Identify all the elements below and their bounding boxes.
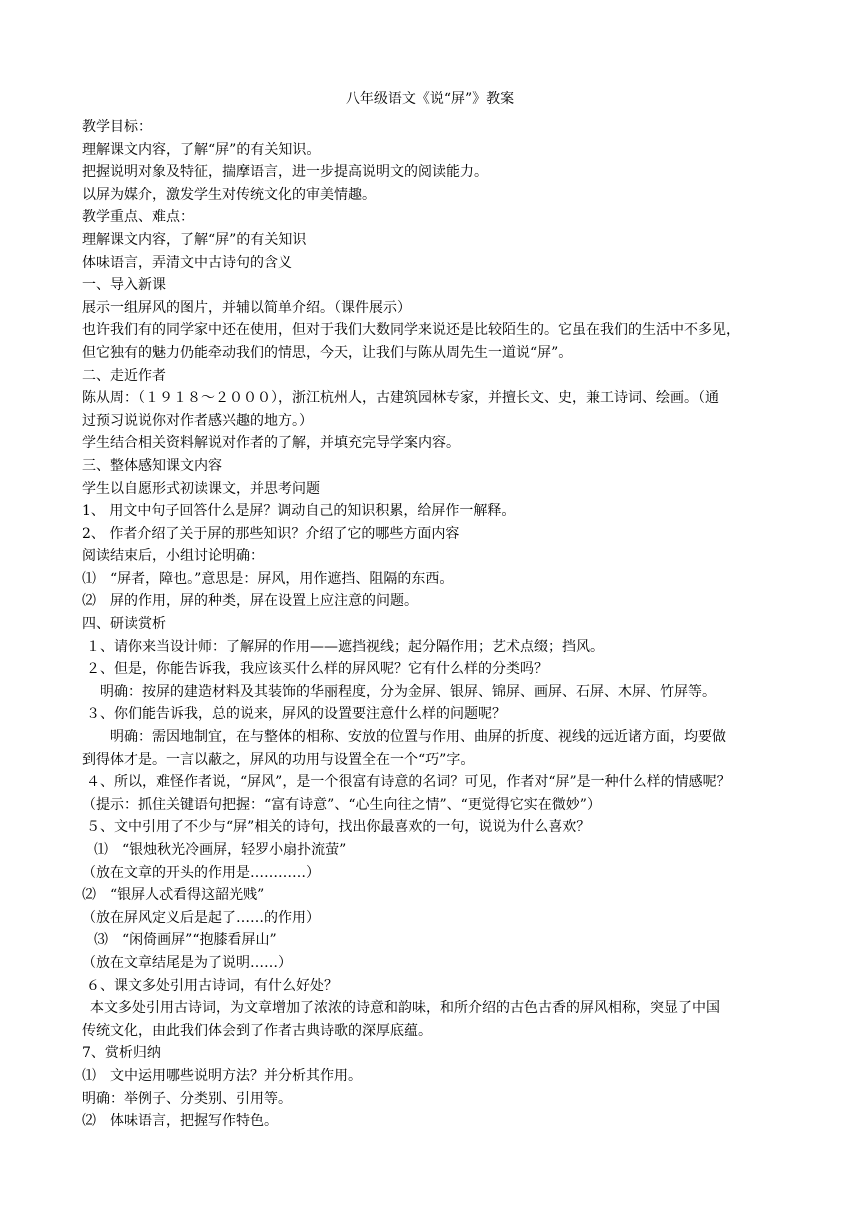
document-title: 八年级语文《说“屏”》教案 bbox=[345, 91, 515, 107]
poem-line: ⑵ “银屏人忒看得这韶光贱” bbox=[82, 887, 265, 904]
paragraph-line: 过预习说说你对作者感兴趣的地方。） bbox=[82, 412, 313, 429]
list-item: ⑴ “屏者，障也。”意思是：屏风，用作遮挡、阻隔的东西。 bbox=[82, 570, 454, 587]
answer-line: 明确：按屏的建造材料及其装饰的华丽程度，分为金屏、银屏、锦屏、画屏、石屏、木屏、竹屏等。 bbox=[100, 683, 716, 700]
objective-line: 理解课文内容，了解“屏”的有关知识。 bbox=[82, 141, 321, 158]
paragraph-line: 但它独有的魅力仍能牵动我们的情思，今天，让我们与陈从周先生一道说“屏”。 bbox=[82, 344, 573, 361]
key-point-line: 体味语言，弄清文中古诗句的含义 bbox=[82, 254, 292, 271]
objective-line: 以屏为媒介，激发学生对传统文化的审美情趣。 bbox=[82, 186, 376, 203]
list-item: ５、文中引用了不少与“屏”相关的诗句，找出你最喜欢的一句，说说为什么喜欢？ bbox=[86, 819, 591, 836]
section-heading-analysis: 四、研读赏析 bbox=[82, 616, 166, 633]
key-point-line: 理解课文内容，了解“屏”的有关知识 bbox=[82, 231, 307, 248]
poem-line: ⑴ “银烛秋光冷画屏，轻罗小扇扑流萤” bbox=[94, 842, 347, 858]
hint-line: （提示：抓住关键语句把握：“富有诗意”、“心生向往之情”、“更觉得它实在微妙”） bbox=[82, 796, 601, 813]
list-item: 2、 作者介绍了关于屏的那些知识？介绍了它的哪些方面内容 bbox=[82, 525, 460, 542]
note-line: （放在文章的开头的作用是…………） bbox=[82, 864, 320, 881]
list-item: 1、 用文中句子回答什么是屏？调动自己的知识积累，给屏作一解释。 bbox=[82, 503, 516, 520]
list-item: ３、你们能告诉我，总的说来，屏风的设置要注意什么样的问题呢？ bbox=[86, 706, 506, 723]
paragraph-line: 阅读结束后，小组讨论明确： bbox=[82, 548, 264, 565]
note-line: （放在屏风定义后是起了……的作用） bbox=[82, 909, 320, 926]
list-item: ⑵ 体味语言，把握写作特色。 bbox=[82, 1113, 278, 1130]
answer-line: 明确：需因地制宜，在与整体的相称、安放的位置与作用、曲屏的折度、视线的远近诸方面，均要做 bbox=[110, 729, 726, 746]
paragraph-line: 本文多处引用古诗词，为文章增加了浓浓的诗意和韵味，和所介绍的古色古香的屏风相称，突显了中国 bbox=[90, 1000, 720, 1017]
document-body bbox=[82, 116, 790, 1133]
paragraph-line: 传统文化，由此我们体会到了作者古典诗歌的深厚底蕴。 bbox=[82, 1022, 432, 1039]
paragraph-line: 展示一组屏风的图片，并辅以简单介绍。（课件展示） bbox=[82, 299, 411, 316]
list-item: １、请你来当设计师：了解屏的作用——遮挡视线；起分隔作用；艺术点缀；挡风。 bbox=[86, 638, 604, 655]
list-item: ⑵ 屏的作用，屏的种类，屏在设置上应注意的问题。 bbox=[82, 593, 418, 610]
paragraph-line: 陈从周：（１９１８～２０００），浙江杭州人，古建筑园林专家，并擅长文、史，兼工诗词、绘画。（通 bbox=[82, 390, 719, 407]
section-heading-summary: 7、赏析归纳 bbox=[82, 1045, 161, 1062]
note-line: （放在文章结尾是为了说明……） bbox=[82, 954, 292, 971]
section-heading-objectives: 教学目标： bbox=[82, 119, 152, 135]
section-heading-author: 二、走近作者 bbox=[82, 367, 166, 384]
objective-line: 把握说明对象及特征，揣摩语言，进一步提高说明文的阅读能力。 bbox=[82, 164, 488, 181]
answer-line: 明确：举例子、分类别、引用等。 bbox=[82, 1090, 292, 1107]
list-item: ⑴ 文中运用哪些说明方法？并分析其作用。 bbox=[82, 1067, 362, 1084]
list-item: ２、但是，你能告诉我，我应该买什么样的屏风呢？它有什么样的分类吗？ bbox=[86, 661, 548, 678]
paragraph-line: 学生以自愿形式初读课文，并思考问题 bbox=[82, 480, 320, 497]
poem-line: ⑶ “闲倚画屏”“抱膝看屏山” bbox=[94, 932, 277, 949]
paragraph-line: 也许我们有的同学家中还在使用，但对于我们大数同学来说还是比较陌生的。它虽在我们的生活中不多见， bbox=[82, 322, 740, 339]
paragraph-line: 学生结合相关资料解说对作者的了解，并填充完导学案内容。 bbox=[82, 435, 460, 452]
answer-line: 到得体才是。一言以蔽之，屏风的功用与设置全在一个“巧”字。 bbox=[82, 751, 475, 768]
section-heading-overview: 三、整体感知课文内容 bbox=[82, 457, 222, 474]
section-heading-key-points: 教学重点、难点： bbox=[82, 209, 194, 226]
list-item: ４、所以，难怪作者说，“屏风”，是一个很富有诗意的名词？可见，作者对“屏”是一种什么样的情感呢？ bbox=[86, 774, 731, 791]
list-item: ６、课文多处引用古诗词，有什么好处？ bbox=[86, 977, 338, 994]
section-heading-intro: 一、导入新课 bbox=[82, 277, 166, 294]
